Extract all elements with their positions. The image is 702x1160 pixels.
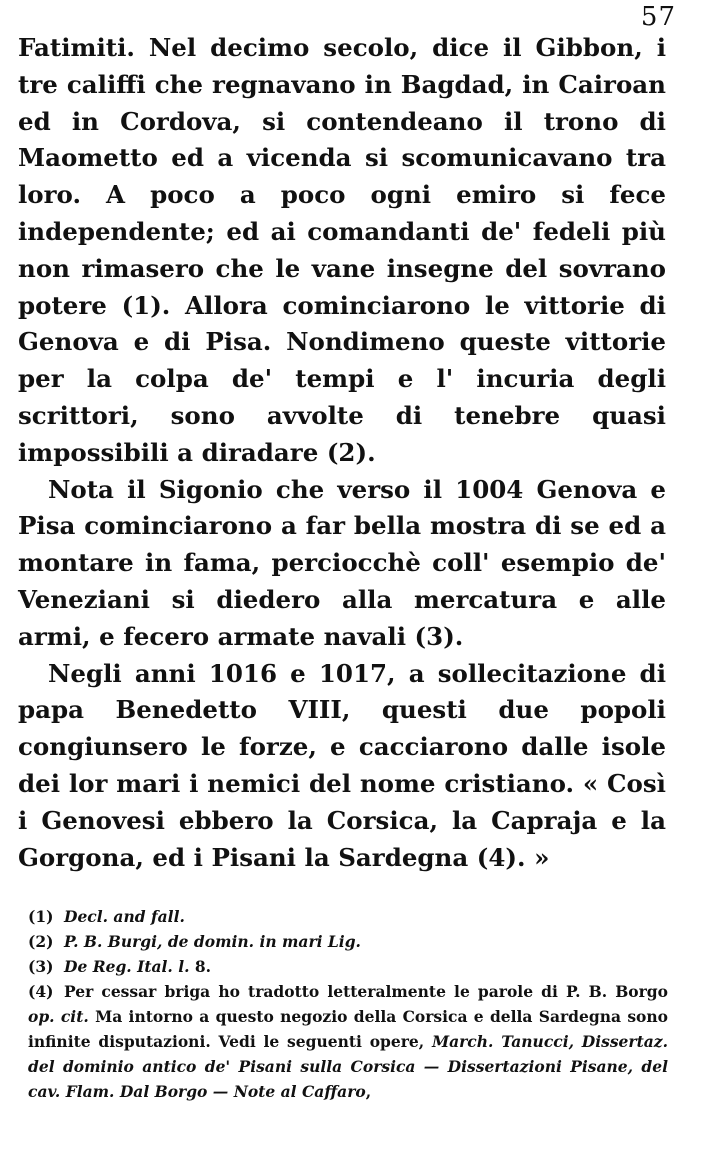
footnote-number: (2) [28, 932, 54, 951]
page-number: 57 [640, 2, 676, 32]
footnote [28, 904, 668, 929]
paragraph: Fatimiti. Nel decimo secolo, dice il Gibbon, i tre califfi che regnavano in Bagdad, in Cairoan ed in Cordova, si contendeano il trono di Maometto ed a vicenda si scomunicavano tra loro. A poco a poco ogni emiro si fece independente; ed ai comandanti de' fedeli più non rimasero che le vane insegne del sovrano potere (1). Allora cominciarono le vittorie di Genova e di Pisa. Nondimeno queste vittorie per la colpa de' tempi e l' incuria degli scrittori, sono avvolte di tenebre quasi impossibili a diradare (2). [18, 33, 666, 467]
footnote-number: (4) [28, 982, 54, 1001]
footnote [28, 929, 668, 954]
footnote-text: P. B. Burgi, de domin. in mari Lig. [64, 932, 361, 951]
footnote-number: (1) [28, 907, 54, 926]
footnote-text: Decl. and fall. [64, 907, 185, 926]
footnote-text: De Reg. Ital. l. [64, 957, 190, 976]
footnote-text: 8. [189, 957, 212, 976]
footnote-number: (3) [28, 957, 54, 976]
footnote [28, 954, 668, 979]
footnote-text: Per cessar briga ho tradotto letteralmente le parole di P. B. Borgo [64, 982, 668, 1001]
footnote [28, 979, 668, 1104]
paragraph: Negli anni 1016 e 1017, a sollecitazione di papa Benedetto VIII, questi due popoli congiunsero le forze, e cacciarono dalle isole dei lor mari i nemici del nome cristiano. « Così i Genovesi ebbero la Corsica, la Capraja e la Gorgona, ed i Pisani la Sardegna (4). » [18, 658, 666, 872]
footnote-text: , [365, 1082, 372, 1101]
footnotes [28, 904, 668, 1104]
footnote-text: op. cit. [28, 1007, 89, 1026]
footnote-text: Ma intorno a questo negozio della Corsica e della Sardegna sono infinite disputazioni. Vedi le seguenti opere, [28, 1007, 668, 1051]
body-text [18, 30, 666, 876]
footnote-text: March. Tanucci, Dissertaz. del dominio antico de' Pisani sulla Corsica — Dissertazioni Pisane, del cav. Flam. Dal Borgo — Note al Caffaro [28, 1032, 668, 1101]
paragraph: Nota il Sigonio che verso il 1004 Genova e Pisa cominciarono a far bella mostra di se ed a montare in fama, perciocchè coll' esempio de' Veneziani si diedero alla mercatura e alle armi, e fecero armate navali (3). [18, 474, 666, 651]
